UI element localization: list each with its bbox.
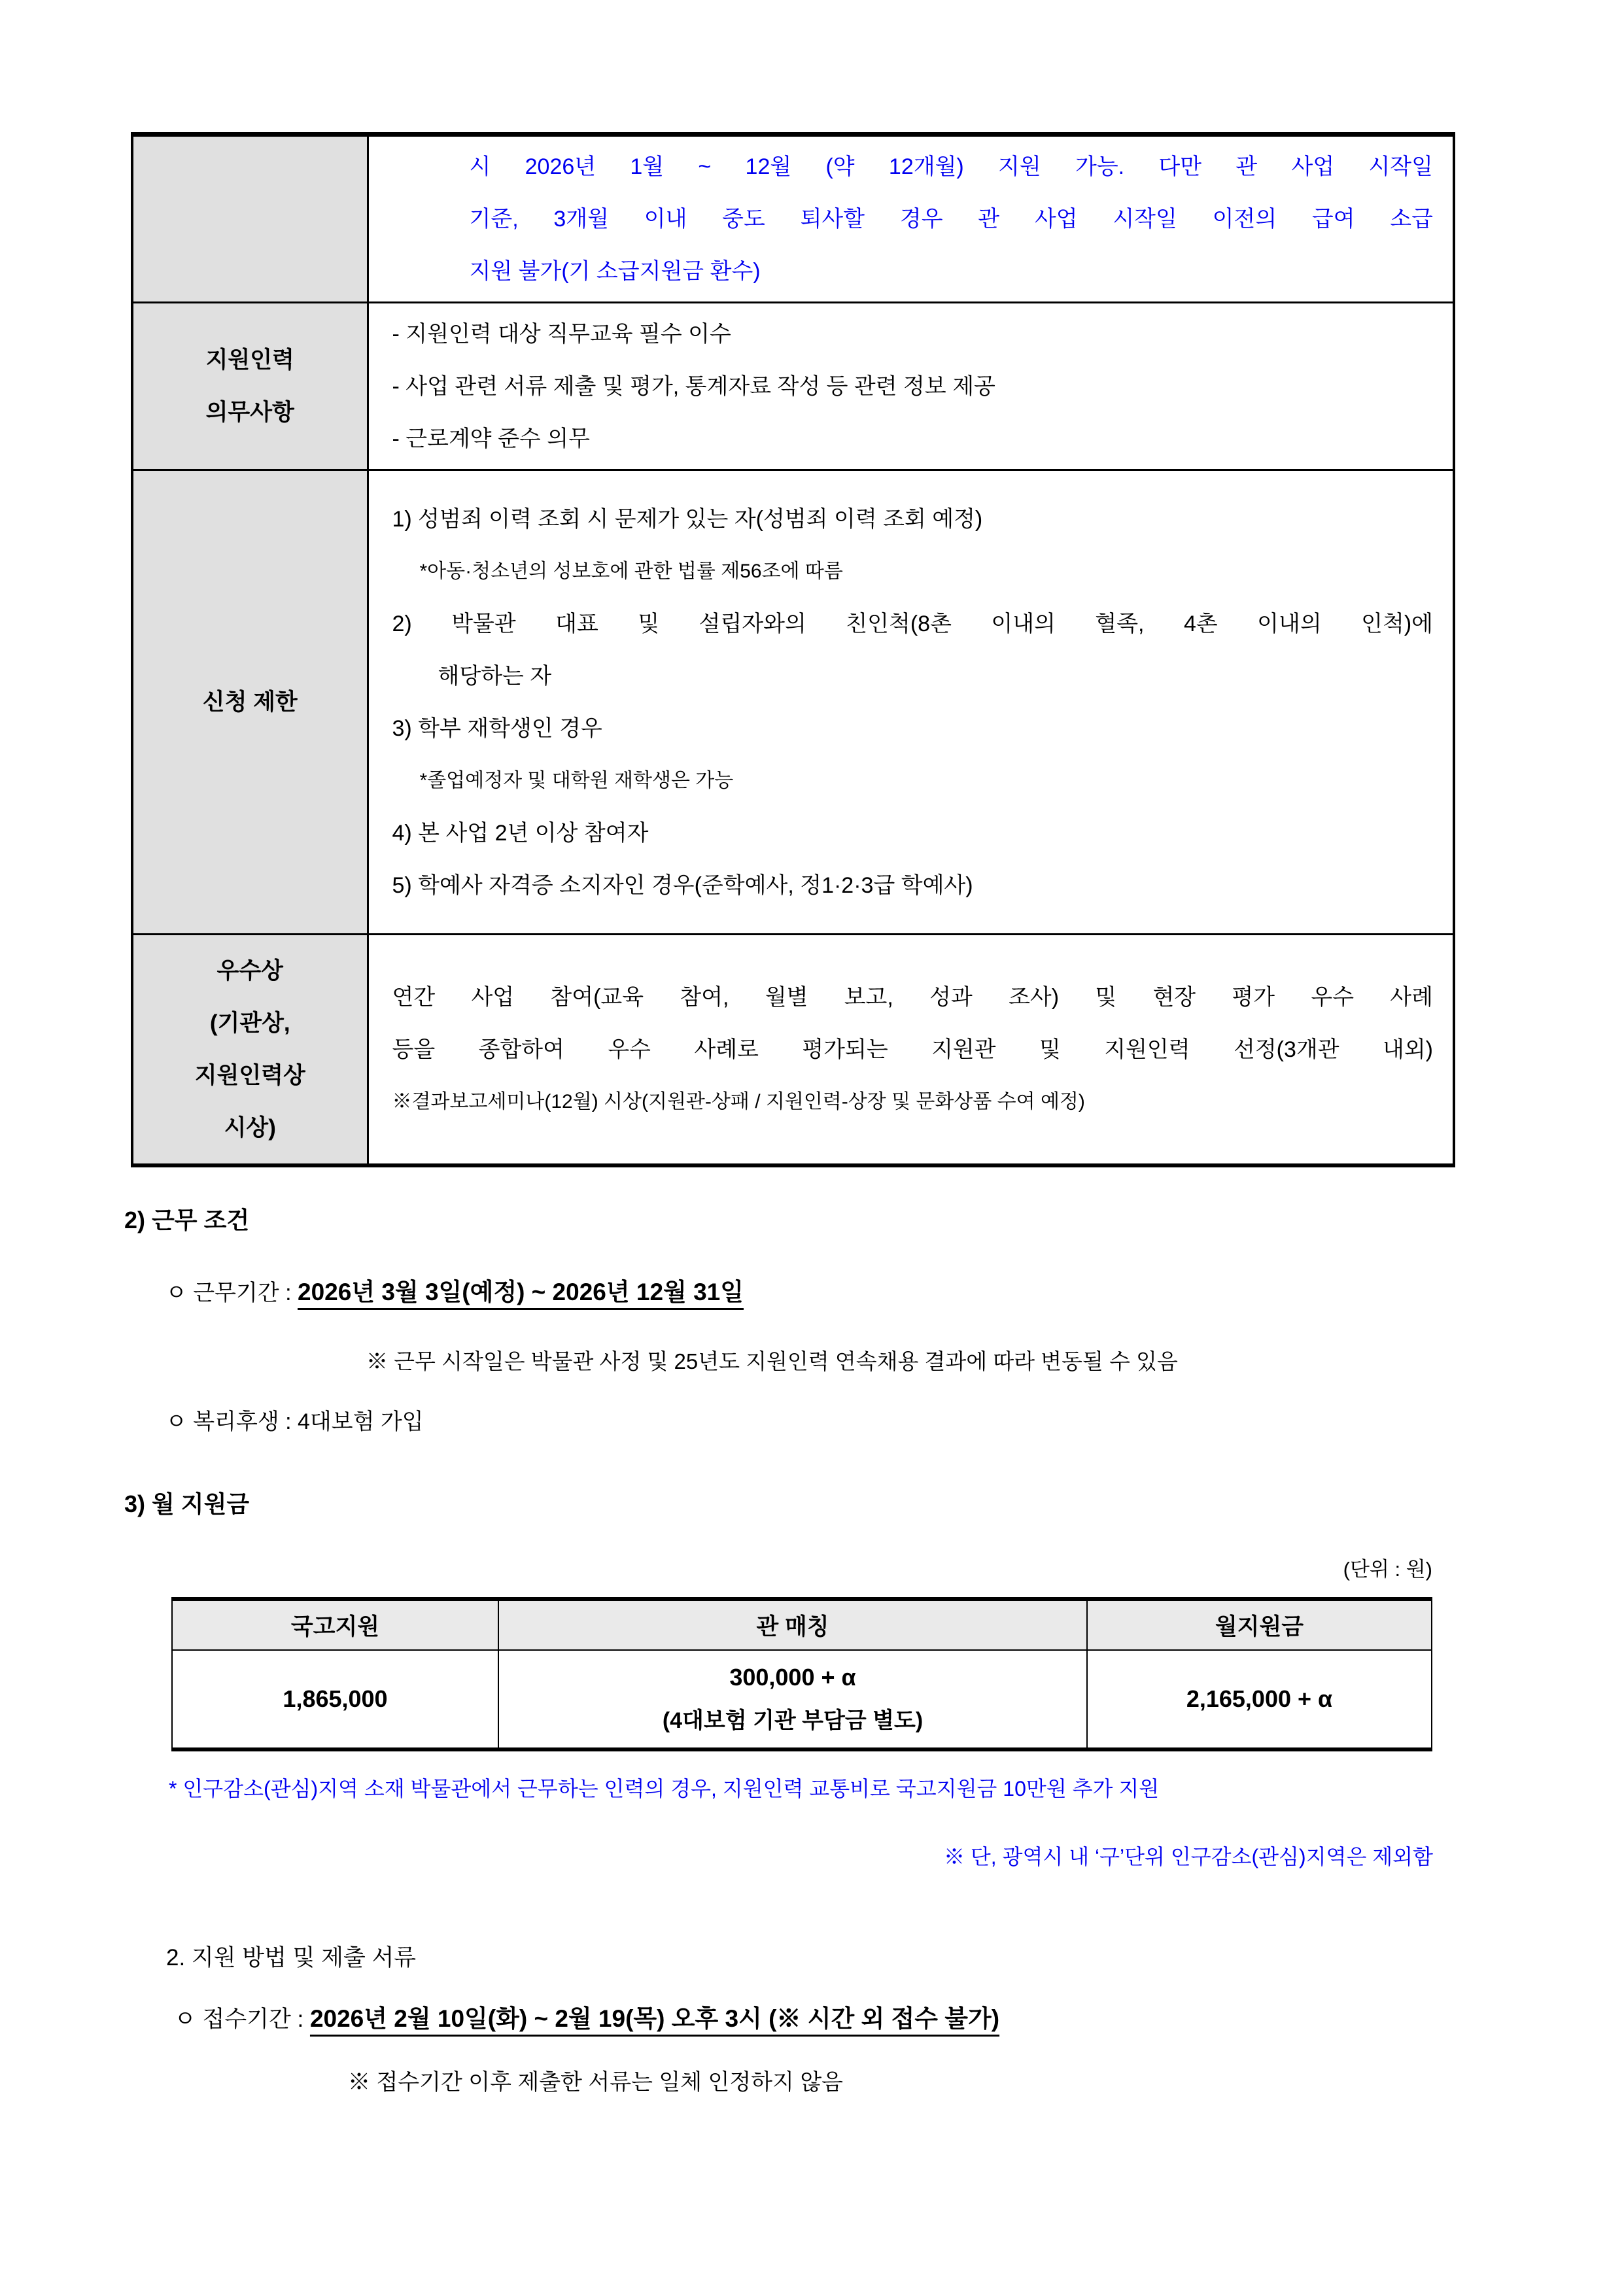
matching-amount: 300,000 + α bbox=[729, 1664, 856, 1691]
row1-label-empty bbox=[132, 135, 368, 303]
label-line: (기관상, bbox=[209, 1010, 290, 1036]
restriction-item: 5) 학예사 자격증 소지자인 경우(준학예사, 정1·2·3급 학예사) bbox=[392, 872, 973, 898]
monthly-support-table bbox=[171, 1597, 1432, 1751]
restriction-note: *졸업예정자 및 대학원 재학생은 가능 bbox=[419, 769, 734, 791]
matching-note: (4대보험 기관 부담금 별도) bbox=[662, 1708, 924, 1733]
application-heading: 2. 지원 방법 및 제출 서류 bbox=[166, 1945, 417, 1971]
restriction-item-continued: 해당하는 자 bbox=[438, 663, 552, 689]
header-monthly-total: 월지원금 bbox=[1087, 1599, 1432, 1650]
application-period-value: 2026년 2월 10일(화) ~ 2월 19(목) 오후 3시 (※ 시간 외 접수 불가) bbox=[309, 2005, 1000, 2032]
work-period-label: ㅇ 근무기간 : bbox=[165, 1281, 298, 1305]
application-period-line bbox=[174, 1999, 999, 2034]
award-line: 등을 종합하여 우수 사례로 평가되는 지원관 및 지원인력 선정(3개관 내외) bbox=[392, 1037, 1433, 1062]
support-period-line: 기준, 3개월 이내 중도 퇴사할 경우 관 사업 시작일 이전의 급여 소급 bbox=[469, 207, 1433, 232]
national-fund-value: 1,865,000 bbox=[172, 1650, 498, 1749]
table-row bbox=[132, 470, 1454, 935]
row2-label-duties bbox=[132, 303, 368, 470]
work-conditions-heading: 2) 근무 조건 bbox=[124, 1207, 250, 1233]
work-period-note: ※ 근무 시작일은 박물관 사정 및 25년도 지원인력 연속채용 결과에 따라 변동될 수 있음 bbox=[366, 1349, 1178, 1373]
support-period-line: 시 2026년 1월 ~ 12월 (약 12개월) 지원 가능. 다만 관 사업 시작일 bbox=[469, 154, 1433, 179]
table-row bbox=[132, 935, 1454, 1166]
label-line: 우수상 bbox=[216, 957, 283, 984]
label-line: 지원인력상 bbox=[194, 1062, 305, 1088]
museum-matching-value bbox=[498, 1650, 1087, 1749]
row3-restrictions-cell bbox=[368, 470, 1454, 935]
application-deadline-note: ※ 접수기간 이후 제출한 서류는 일체 인정하지 않음 bbox=[348, 2070, 844, 2095]
duty-item: - 지원인력 대상 직무교육 필수 이수 bbox=[392, 321, 731, 347]
award-line: 연간 사업 참여(교육 참여, 월별 보고, 성과 조사) 및 현장 평가 우수 사례 bbox=[392, 984, 1433, 1010]
transport-subsidy-note: * 인구감소(관심)지역 소재 박물관에서 근무하는 인력의 경우, 지원인력 교통비로 국고지원금 10만원 추가 지원 bbox=[169, 1777, 1160, 1800]
header-national-fund: 국고지원 bbox=[172, 1599, 498, 1650]
restriction-item: 2) 박물관 대표 및 설립자와의 친인척(8촌 이내의 혈족, 4촌 이내의 인척)에 bbox=[392, 611, 1433, 636]
table-header-row bbox=[172, 1599, 1432, 1650]
restriction-item: 3) 학부 재학생인 경우 bbox=[392, 715, 602, 741]
restriction-item: 4) 본 사업 2년 이상 참여자 bbox=[392, 820, 649, 846]
duty-item: - 사업 관련 서류 제출 및 평가, 통계자료 작성 등 관련 정보 제공 bbox=[392, 373, 995, 399]
row1-support-period-cell bbox=[368, 135, 1454, 303]
monthly-support-heading: 3) 월 지원금 bbox=[124, 1490, 250, 1517]
label-line: 시상) bbox=[224, 1114, 276, 1141]
row3-label-restrictions: 신청 제한 bbox=[132, 470, 368, 935]
duty-item: - 근로계약 준수 의무 bbox=[392, 426, 590, 451]
table-row bbox=[132, 135, 1454, 303]
label-line: 의무사항 bbox=[205, 399, 294, 425]
application-period-label: ㅇ 접수기간 : bbox=[174, 2006, 310, 2032]
row4-awards-cell bbox=[368, 935, 1454, 1166]
work-period-value: 2026년 3월 3일(예정) ~ 2026년 12월 31일 bbox=[298, 1279, 744, 1305]
row2-duties-cell bbox=[368, 303, 1454, 470]
restriction-note: *아동·청소년의 성보호에 관한 법률 제56조에 따름 bbox=[419, 560, 843, 582]
monthly-total-value: 2,165,000 + α bbox=[1087, 1650, 1432, 1749]
metropolitan-exclusion-note: ※ 단, 광역시 내 ‘구’단위 인구감소(관심)지역은 제외함 bbox=[943, 1845, 1433, 1868]
row4-label-awards bbox=[132, 935, 368, 1166]
welfare-line: ㅇ 복리후생 : 4대보험 가입 bbox=[165, 1409, 424, 1434]
support-period-line: 지원 불가(기 소급지원금 환수) bbox=[469, 259, 761, 284]
table-row bbox=[132, 303, 1454, 470]
award-note: ※결과보고세미나(12월) 시상(지원관-상패 / 지원인력-상장 및 문화상품 수여 예정) bbox=[392, 1090, 1085, 1112]
program-details-table bbox=[131, 132, 1455, 1167]
table-body-row bbox=[172, 1650, 1432, 1749]
label-line: 지원인력 bbox=[205, 347, 294, 373]
header-museum-matching: 관 매칭 bbox=[498, 1599, 1087, 1650]
restriction-item: 1) 성범죄 이력 조회 시 문제가 있는 자(성범죄 이력 조회 예정) bbox=[392, 506, 983, 532]
unit-label: (단위 : 원) bbox=[1343, 1558, 1432, 1581]
work-period-line bbox=[165, 1272, 744, 1307]
